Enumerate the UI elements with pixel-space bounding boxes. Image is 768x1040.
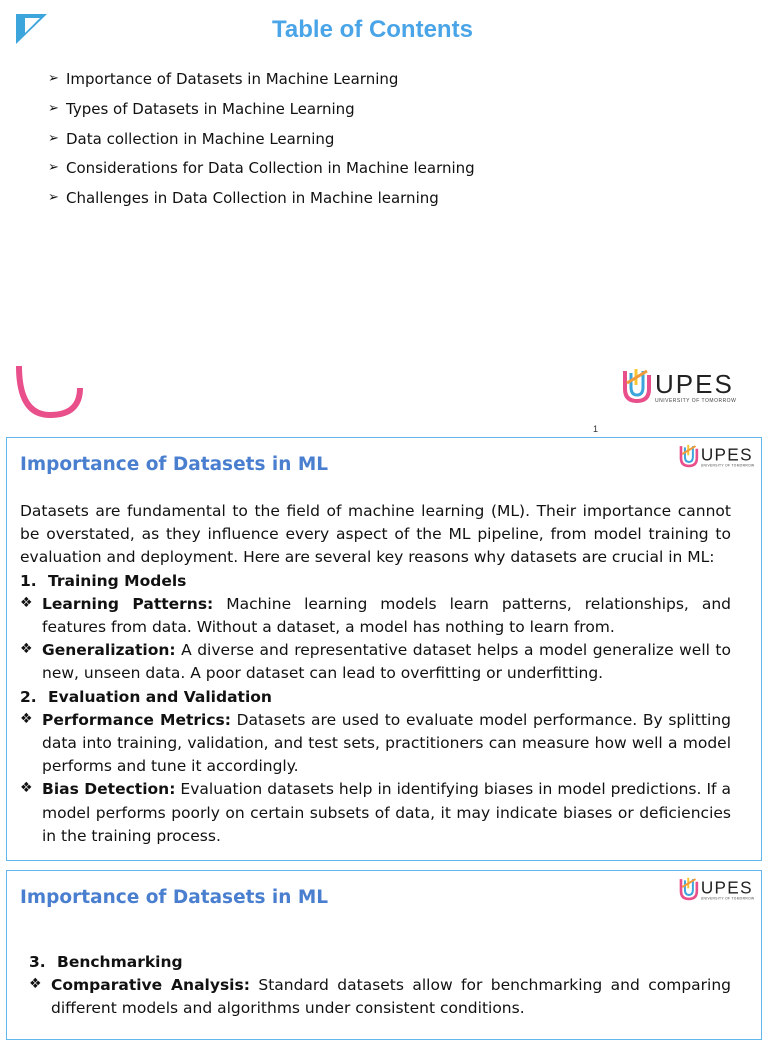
arrow-icon: ➢ [48,190,59,206]
diamond-bullet-icon: ❖ [29,976,42,993]
page-number: 1 [593,424,599,434]
slide-body [20,951,731,1021]
content-slide [6,437,762,861]
diamond-bullet-icon: ❖ [20,780,33,797]
arrow-icon: ➢ [48,100,59,116]
bullet-item: ❖ Bias Detection: Evaluation datasets help in identifying biases in model predictions. If a model performs poorly on certain subsets of data, it may indicate biases or deficiencies in the training process. [20,778,731,848]
toc-item[interactable] [48,130,475,160]
section-heading: 3. Benchmarking [29,953,183,971]
upes-logo [679,875,757,903]
diamond-bullet-icon: ❖ [20,641,33,658]
svg-text:UPES: UPES [700,877,753,898]
toc-item-label: Challenges in Data Collection in Machine learning [66,189,439,208]
svg-text:UNIVERSITY OF TOMORROW: UNIVERSITY OF TOMORROW [700,463,755,468]
intro-paragraph: Datasets are fundamental to the field of machine learning (ML). Their importance cannot be overstated, as they influence every aspect of the ML pipeline, from model training to evaluation and deployment. Here are several key reasons why datasets are crucial in ML: [20,502,731,567]
slide-body [20,500,731,848]
toc-item-label: Types of Datasets in Machine Learning [66,99,355,118]
toc-item[interactable] [48,100,475,130]
toc-item[interactable] [48,189,475,219]
svg-text:UNIVERSITY OF TOMORROW: UNIVERSITY OF TOMORROW [700,896,755,901]
svg-text:UPES: UPES [655,369,734,399]
svg-text:UPES: UPES [700,444,753,465]
svg-text:UNIVERSITY OF TOMORROW: UNIVERSITY OF TOMORROW [655,398,737,404]
toc-title: Table of Contents [272,16,473,43]
diamond-bullet-icon: ❖ [20,710,33,727]
diamond-bullet-icon: ❖ [20,594,33,611]
arrow-icon: ➢ [48,160,59,176]
upes-logo [679,442,757,470]
bullet-item: ❖ Learning Patterns: Machine learning models learn patterns, relationships, and features from data. Without a dataset, a model has nothing to learn from. [20,593,731,639]
bullet-item: ❖ Comparative Analysis: Standard datasets allow for benchmarking and comparing different models and algorithms under consistent conditions. [20,974,731,1020]
toc-item[interactable] [48,70,475,100]
section-heading: 1. Training Models [20,571,187,590]
toc-item-label: Considerations for Data Collection in Machine learning [66,159,475,178]
toc-item-label: Data collection in Machine Learning [66,129,335,148]
arrow-icon: ➢ [48,130,59,146]
toc-item-label: Importance of Datasets in Machine Learning [66,70,399,88]
toc-item[interactable] [48,159,475,189]
slide-title: Importance of Datasets in ML [20,454,329,475]
section-heading: 2. Evaluation and Validation [20,687,272,706]
slide-title: Importance of Datasets in ML [20,887,329,908]
toc-list [48,70,475,219]
toc-slide [0,0,768,432]
bullet-item: ❖ Performance Metrics: Datasets are used to evaluate model performance. By splitting data into training, validation, and test sets, practitioners can measure how well a model performs and tune it accordingly. [20,709,731,779]
arrow-icon: ➢ [48,71,59,86]
content-slide [6,870,762,1040]
bullet-item: ❖ Generalization: A diverse and representative dataset helps a model generalize well to new, unseen data. A poor dataset can lead to overfitting or underfitting. [20,639,731,685]
upes-logo [622,365,740,407]
